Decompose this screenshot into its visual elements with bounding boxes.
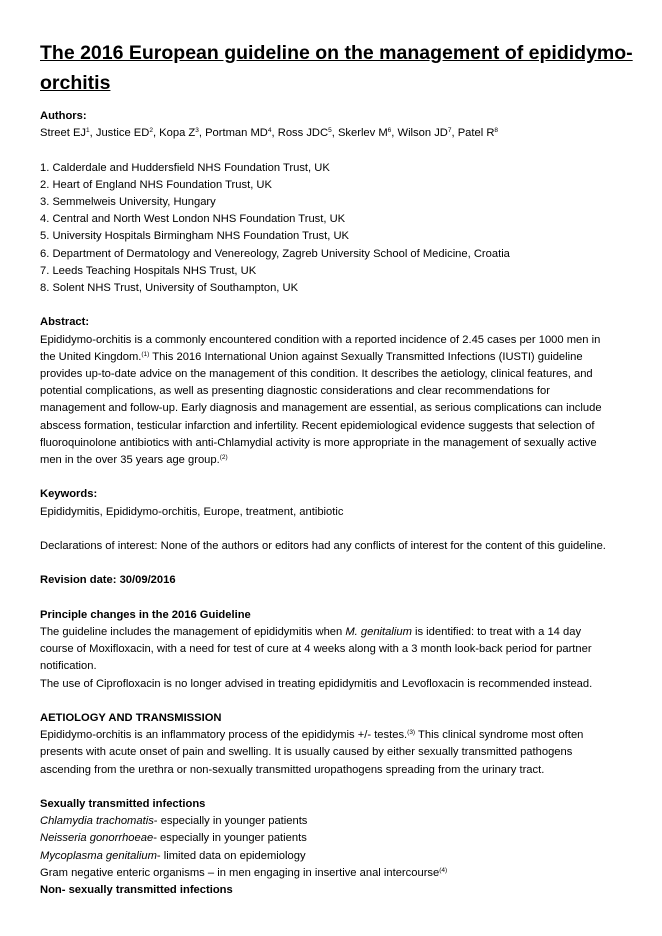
- sti-section: [40, 796, 630, 899]
- organism-note: Gram negative enteric organisms – in men engaging in insertive anal intercourse: [40, 866, 440, 879]
- organism-name: M. genitalium: [345, 626, 412, 638]
- affiliation-item: 3. Semmelweis University, Hungary: [40, 196, 216, 208]
- sti-item: [40, 865, 630, 882]
- abstract-line: management and follow-up. Early diagnosis and management are essential, as serious complications can include: [40, 402, 602, 415]
- declarations-text: Declarations of interest: None of the authors or editors had any conflicts of interest for the content of this guideline.: [40, 540, 606, 553]
- abstract-text: the United Kingdom.: [40, 350, 142, 363]
- document-title: The 2016 European guideline on the management of epididymo-orchitis: [40, 42, 633, 94]
- author-affiliation-number: 1: [86, 127, 90, 135]
- principle-changes-line: course of Moxifloxacin, with a need for test of cure at 4 weeks along with a 3 month look-back period for partner: [40, 643, 592, 656]
- author-affiliation-number: 8: [494, 127, 499, 135]
- abstract-line: [40, 452, 630, 469]
- keywords-text: Epididymitis, Epididymo-orchitis, Europe, treatment, antibiotic: [40, 505, 344, 518]
- citation-ref: (2): [219, 454, 228, 462]
- abstract-line: potential complications, as well as presenting diagnostic considerations and clear recommendations for: [40, 385, 550, 398]
- principle-changes-heading: Principle changes in the 2016 Guideline: [40, 608, 251, 621]
- author-affiliation-number: 7: [447, 127, 452, 135]
- affiliation-item: 4. Central and North West London NHS Foundation Trust, UK: [40, 213, 346, 226]
- abstract-heading: Abstract:: [40, 316, 90, 329]
- organism-name: Neisseria gonorrhoeae: [40, 832, 154, 845]
- abstract-line: fluoroquinolone antibiotics with anti-Chlamydial activity is more appropriate in the management of sexually active: [40, 436, 597, 449]
- author-affiliation-number: 6: [387, 127, 392, 135]
- author-affiliation-number: 5: [328, 127, 332, 135]
- sti-item: [40, 848, 630, 865]
- citation-ref: (4): [439, 866, 448, 874]
- aetiology-section: [40, 710, 630, 779]
- aetiology-line: ascending from the urethra or non-sexually transmitted uropathogens spreading from the urinary tract.: [40, 763, 545, 776]
- organism-name: Chlamydia trachomatis: [40, 815, 154, 828]
- author-affiliation-number: 3: [195, 127, 199, 135]
- principle-changes-line: notification.: [40, 660, 97, 673]
- non-sti-heading: Non- sexually transmitted infections: [40, 884, 233, 897]
- author-name: Skerlev M: [337, 127, 388, 140]
- body-text: This clinical syndrome most often: [415, 729, 584, 742]
- revision-section: [40, 572, 630, 589]
- aetiology-heading: AETIOLOGY AND TRANSMISSION: [40, 712, 222, 724]
- author-affiliation-number: 2: [149, 127, 153, 135]
- declarations-section: [40, 538, 630, 555]
- body-text: is identified: to treat with a 14 day: [411, 626, 582, 638]
- author-name: Justice ED: [95, 127, 150, 140]
- abstract-section: [40, 314, 630, 469]
- keywords-heading: Keywords:: [40, 488, 98, 501]
- organism-name: Mycoplasma genitalium: [40, 849, 157, 862]
- author-name: Kopa Z: [159, 127, 196, 140]
- organism-note: - especially in younger patients: [153, 832, 307, 845]
- principle-changes-line: The use of Ciprofloxacin is no longer advised in treating epididymitis and Levofloxacin is recommended instead.: [40, 677, 593, 690]
- author-name: Portman MD: [205, 127, 268, 140]
- authors-heading: Authors:: [40, 110, 87, 122]
- authors-list: Street $EJ^1$, Justice $ED^2$, Kopa $Z^3$, Portman $MD^4$, Ross JDC$^5$, Skerlev $M^6$, Wilson $JD^7$, Patel $R^8$: [40, 127, 499, 140]
- body-text: The guideline includes the management of epididymitis when: [40, 626, 346, 638]
- author-affiliation-number: 4: [267, 127, 272, 135]
- aetiology-line: presents with acute onset of pain and swelling. It is usually caused by either sexually transmitted pathogens: [40, 746, 573, 759]
- affiliation-item: 6. Department of Dermatology and Venereology, Zagreb University School of Medicine, Croatia: [40, 247, 510, 260]
- organism-note: - limited data on epidemiology: [156, 849, 306, 862]
- author-name: Street EJ: [40, 127, 87, 140]
- abstract-line: abscess formation, testicular infarction and infertility. Recent epidemiological evidence suggests that selection of: [40, 419, 595, 432]
- affiliation-item: 7. Leeds Teaching Hospitals NHS Trust, UK: [40, 264, 257, 277]
- principle-changes-line: [40, 624, 630, 641]
- affiliations-list: [40, 160, 630, 298]
- author-name: Ross JDC: [277, 127, 329, 140]
- abstract-text: men in the over 35 years age group.: [40, 454, 220, 467]
- aetiology-line: [40, 727, 630, 744]
- affiliation-item: 2. Heart of England NHS Foundation Trust, UK: [40, 178, 272, 191]
- abstract-text: This 2016 International Union against Sexually Transmitted Infections (IUSTI) guideline: [149, 350, 583, 363]
- revision-date: Revision date: 30/09/2016: [40, 574, 176, 587]
- abstract-line: [40, 349, 630, 366]
- sti-item: [40, 813, 630, 830]
- principle-changes-section: [40, 607, 630, 693]
- affiliation-item: 5. University Hospitals Birmingham NHS Foundation Trust, UK: [40, 230, 350, 243]
- citation-ref: (3): [407, 729, 416, 737]
- affiliation-item: 1. Calderdale and Huddersfield NHS Foundation Trust, UK: [40, 161, 330, 174]
- affiliation-item: 8. Solent NHS Trust, University of Southampton, UK: [40, 282, 299, 295]
- body-text: Epididymo-orchitis is an inflammatory process of the epididymis +/- testes.: [40, 729, 408, 742]
- abstract-line: Epididymo-orchitis is a commonly encountered condition with a reported incidence of 2.45 cases per 1000 men in: [40, 333, 601, 346]
- sti-heading: Sexually transmitted infections: [40, 798, 206, 810]
- sti-item: [40, 830, 630, 847]
- organism-note: - especially in younger patients: [153, 815, 308, 828]
- authors-section: [40, 108, 630, 142]
- author-name: Patel R: [457, 127, 495, 140]
- keywords-section: [40, 486, 630, 520]
- citation-ref: (1): [141, 350, 150, 358]
- document-body: [40, 108, 630, 899]
- abstract-line: provides up-to-date advice on the management of this condition. It describes the aetiology, clinical features, and: [40, 368, 593, 381]
- author-name: Wilson JD: [397, 127, 448, 140]
